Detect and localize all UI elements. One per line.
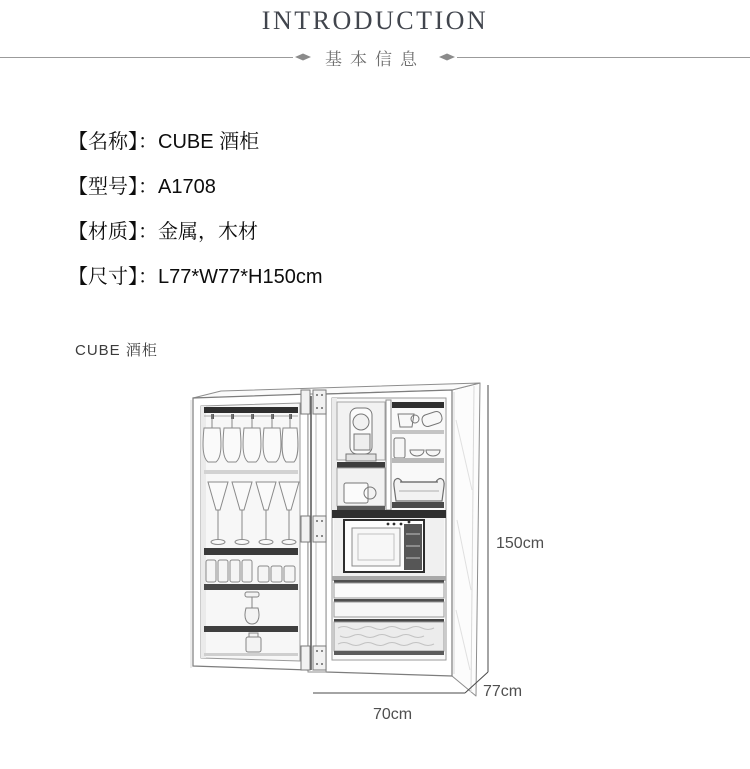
- serving-tray: [394, 479, 444, 501]
- spec-label: 【材质】: [68, 221, 138, 243]
- decanter: [245, 592, 259, 624]
- product-specs: [68, 132, 323, 312]
- spec-row-material: [68, 222, 323, 243]
- spec-separator: ：: [138, 266, 158, 288]
- spec-row-name: [68, 132, 323, 153]
- cabinet-open-door: [193, 394, 308, 670]
- door-shelf: [204, 470, 298, 474]
- shelf-divider: [386, 400, 391, 510]
- subtitle-divider: [0, 47, 750, 67]
- spec-value: 金属，木材: [158, 221, 258, 243]
- door-shelf-dark: [204, 626, 298, 632]
- spec-label: 【名称】: [68, 131, 138, 153]
- cabinet-side-panel: [452, 383, 480, 696]
- spec-value: A1708: [158, 176, 216, 198]
- drawer: [334, 602, 444, 617]
- diamond-arrow-right-icon: [439, 53, 455, 61]
- spec-separator: ：: [138, 176, 158, 198]
- dimension-height-label: 150cm: [496, 535, 545, 552]
- drawer-stack: [334, 580, 444, 655]
- wine-cabinet-sketch: [0, 370, 750, 769]
- spec-separator: ：: [138, 131, 158, 153]
- shelf: [392, 458, 444, 463]
- spec-label: 【尺寸】: [68, 266, 138, 288]
- cooler-door-dark: [404, 524, 422, 570]
- door-shelf-dark: [204, 584, 298, 590]
- spec-value: CUBE 酒柜: [158, 131, 260, 153]
- shelf-dark: [337, 462, 385, 468]
- spec-row-size: [68, 267, 323, 288]
- spec-row-model: [68, 177, 323, 198]
- divider-line-right: [457, 57, 750, 58]
- divider-line-left: [0, 57, 293, 58]
- door-shelf-dark: [204, 548, 298, 555]
- shelf-dark-wide: [332, 510, 446, 518]
- dimension-width-label: 70cm: [373, 706, 413, 723]
- drawer: [334, 583, 444, 598]
- page-title: INTRODUCTION: [261, 6, 489, 35]
- shelf-header-rail: [392, 402, 444, 408]
- spec-value: L77*W77*H150cm: [158, 266, 323, 288]
- figure-caption: CUBE 酒柜: [75, 342, 158, 359]
- door-header-rail: [204, 407, 298, 413]
- cabinet-right-interior: [332, 398, 446, 660]
- shelf: [392, 430, 444, 434]
- section-subtitle: 基本信息: [325, 49, 425, 69]
- wine-cooler: [334, 518, 444, 576]
- spec-label: 【型号】: [68, 176, 138, 198]
- spec-separator: ：: [138, 221, 158, 243]
- diamond-arrow-left-icon: [295, 53, 311, 61]
- dimension-depth-label: 77cm: [483, 683, 523, 700]
